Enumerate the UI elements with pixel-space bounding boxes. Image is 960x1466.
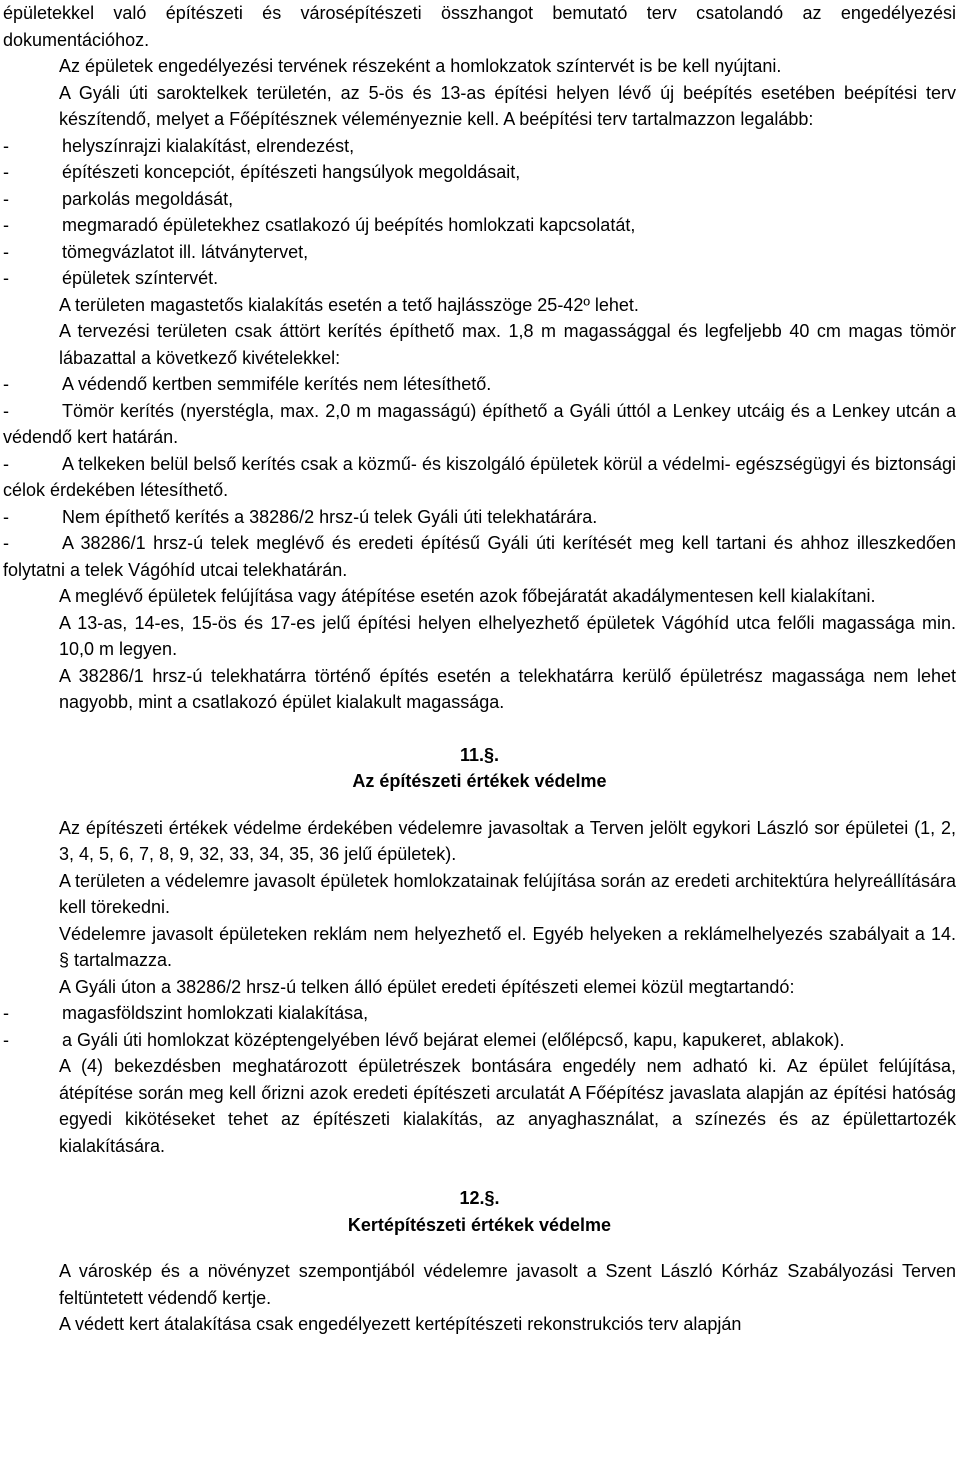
section-11-number: 11.§. bbox=[459, 744, 500, 765]
paragraph-number bbox=[3, 610, 59, 637]
paragraph-3 bbox=[3, 80, 956, 133]
section-12-number: 12.§. bbox=[459, 1188, 500, 1208]
s11-paragraph-1 bbox=[3, 815, 956, 868]
paragraph-5 bbox=[3, 318, 956, 371]
paragraph-4 bbox=[3, 292, 956, 319]
paragraph-number bbox=[3, 80, 59, 107]
paragraph-8 bbox=[3, 663, 956, 716]
paragraph-text: A 13-as, 14-es, 15-ös és 17-es jelű építési helyen elhelyezhető épületek Vágóhíd utca felőli magassága min. 10,0 m legyen. bbox=[59, 612, 956, 659]
list-item: - épületek színtervét. bbox=[3, 268, 219, 288]
list-item: - magasföldszint homlokzati kialakítása, bbox=[3, 1003, 369, 1023]
list-item: - parkolás megoldását, bbox=[3, 188, 234, 209]
list-item: - megmaradó épületekhez csatlakozó új beépítés homlokzati kapcsolatát, bbox=[3, 215, 636, 235]
section-11-title: Az építészeti értékek védelme bbox=[352, 771, 607, 791]
paragraph-number bbox=[3, 292, 59, 319]
list-item: - A védendő kertben semmiféle kerítés nem létesíthető. bbox=[3, 374, 492, 394]
paragraph-6 bbox=[3, 583, 956, 610]
paragraph-text: A meglévő épületek felújítása vagy átépítése esetén azok főbejáratát akadálymentesen kell kialakítani. bbox=[59, 586, 876, 606]
list-item: - tömegvázlatot ill. látványtervet, bbox=[3, 241, 309, 262]
paragraph-text: A területen magastetős kialakítás esetén a tető hajlásszöge 25-42º lehet. bbox=[59, 294, 639, 315]
paragraph-text: Az épületek engedélyezési tervének részeként a homlokzatok színtervét is be kell nyújtani. bbox=[59, 56, 782, 76]
s12-paragraph-1 bbox=[3, 1258, 956, 1311]
continuation-text: épületekkel való építészeti és városépítészeti összhangot bemutató terv csatolandó az engedélyezési dokumentációhoz. bbox=[3, 3, 956, 50]
s11-paragraph-3 bbox=[3, 921, 956, 974]
paragraph-number bbox=[3, 868, 59, 895]
paragraph-number bbox=[3, 318, 59, 345]
s11-paragraph-5 bbox=[3, 1053, 956, 1159]
s12-paragraph-2 bbox=[3, 1311, 956, 1338]
section-12-title: Kertépítészeti értékek védelme bbox=[347, 1214, 612, 1235]
paragraph-text: A Gyáli úton a 38286/2 hrsz-ú telken álló épület eredeti építészeti elemei közül megtartandó: bbox=[59, 976, 795, 997]
paragraph-5-list bbox=[3, 371, 956, 583]
list-item: - építészeti koncepciót, építészeti hangsúlyok megoldásait, bbox=[3, 162, 521, 182]
s11-paragraph-2 bbox=[3, 868, 956, 921]
s11-paragraph-4-list bbox=[3, 1000, 956, 1053]
paragraph-text: A területen a védelemre javasolt épületek homlokzatainak felújítása során az eredeti architektúra helyreállítására kell törekedni. bbox=[59, 870, 956, 917]
paragraph-text: Védelemre javasolt épületeken reklám nem helyezhető el. Egyéb helyeken a reklámelhelyezés szabályait a 14. § tartalmazza. bbox=[59, 923, 956, 970]
paragraph-text: A védett kert átalakítása csak engedélyezett kertépítészeti rekonstrukciós terv alapján bbox=[59, 1314, 742, 1334]
s11-paragraph-4 bbox=[3, 974, 956, 1001]
paragraph-text: A (4) bekezdésben meghatározott épületrészek bontására engedély nem adható ki. Az épület felújítása, átépítése során meg kell őrizni azok eredeti építészeti arculatát A Főépítész javaslata alapján az építési hatóság egyedi kikötéseket tehet az építészeti kialakítás, az anyaghasználat, a színezés és az épülettartozék kialakítására. bbox=[59, 1056, 956, 1156]
list-item: - a Gyáli úti homlokzat középtengelyében lévő bejárat elemei (előlépcső, kapu, kapukeret, ablakok). bbox=[3, 1029, 845, 1050]
paragraph-number bbox=[3, 921, 59, 948]
paragraph-7 bbox=[3, 610, 956, 663]
paragraph-number bbox=[3, 1053, 59, 1080]
list-item: - Tömör kerítés (nyerstégla, max. 2,0 m magasságú) építhető a Gyáli úttól a Lenkey utcáig és a Lenkey utcán a védendő kert határán. bbox=[3, 400, 956, 447]
paragraph-number bbox=[3, 974, 59, 1001]
list-item: - Nem építhető kerítés a 38286/2 hrsz-ú telek Gyáli úti telekhatárára. bbox=[3, 506, 598, 527]
paragraph-number bbox=[3, 663, 59, 690]
paragraph-text: A 38286/1 hrsz-ú telekhatárra történő építés esetén a telekhatárra kerülő épületrész magassága nem lehet nagyobb, mint a csatlakozó épület kialakult magassága. bbox=[59, 665, 956, 712]
paragraph-number bbox=[3, 815, 59, 842]
list-item: - A 38286/1 hrsz-ú telek meglévő és eredeti építésű Gyáli úti kerítését meg kell tartani és ahhoz illeszkedően folytatni a telek Vágóhíd utcai telekhatárán. bbox=[3, 533, 956, 580]
paragraph-text: A városkép és a növényzet szempontjából védelemre javasolt a Szent László Kórház Szabályozási Terven feltüntetett védendő kertje. bbox=[59, 1261, 956, 1308]
paragraph-3-list bbox=[3, 133, 956, 292]
list-item: - A telkeken belül belső kerítés csak a közmű- és kiszolgáló épületek körül a védelmi- egészségügyi és biztonsági célok érdekében létesíthető. bbox=[3, 453, 956, 500]
list-item: - helyszínrajzi kialakítást, elrendezést, bbox=[3, 135, 355, 156]
paragraph-text: Az építészeti értékek védelme érdekében védelemre javasoltak a Terven jelölt egykori László sor épületei (1, 2, 3, 4, 5, 6, 7, 8, 9, 32, 33, 34, 35, 36 jelű épületek). bbox=[59, 817, 956, 864]
paragraph-text: A Gyáli úti saroktelkek területén, az 5-ös és 13-as építési helyen lévő új beépítés esetében beépítési terv készítendő, melyet a Főépítésznek véleményeznie kell. A beépítési terv tartalmazzon legalább: bbox=[59, 82, 956, 129]
paragraph-number bbox=[3, 1311, 59, 1338]
paragraph-2 bbox=[3, 53, 956, 80]
paragraph-text: A tervezési területen csak áttört kerítés építhető max. 1,8 m magassággal és legfeljebb 40 cm magas tömör lábazattal a következő kivételekkel: bbox=[59, 321, 956, 368]
paragraph-number bbox=[3, 1258, 59, 1285]
paragraph-number bbox=[3, 53, 59, 80]
paragraph-number bbox=[3, 583, 59, 610]
